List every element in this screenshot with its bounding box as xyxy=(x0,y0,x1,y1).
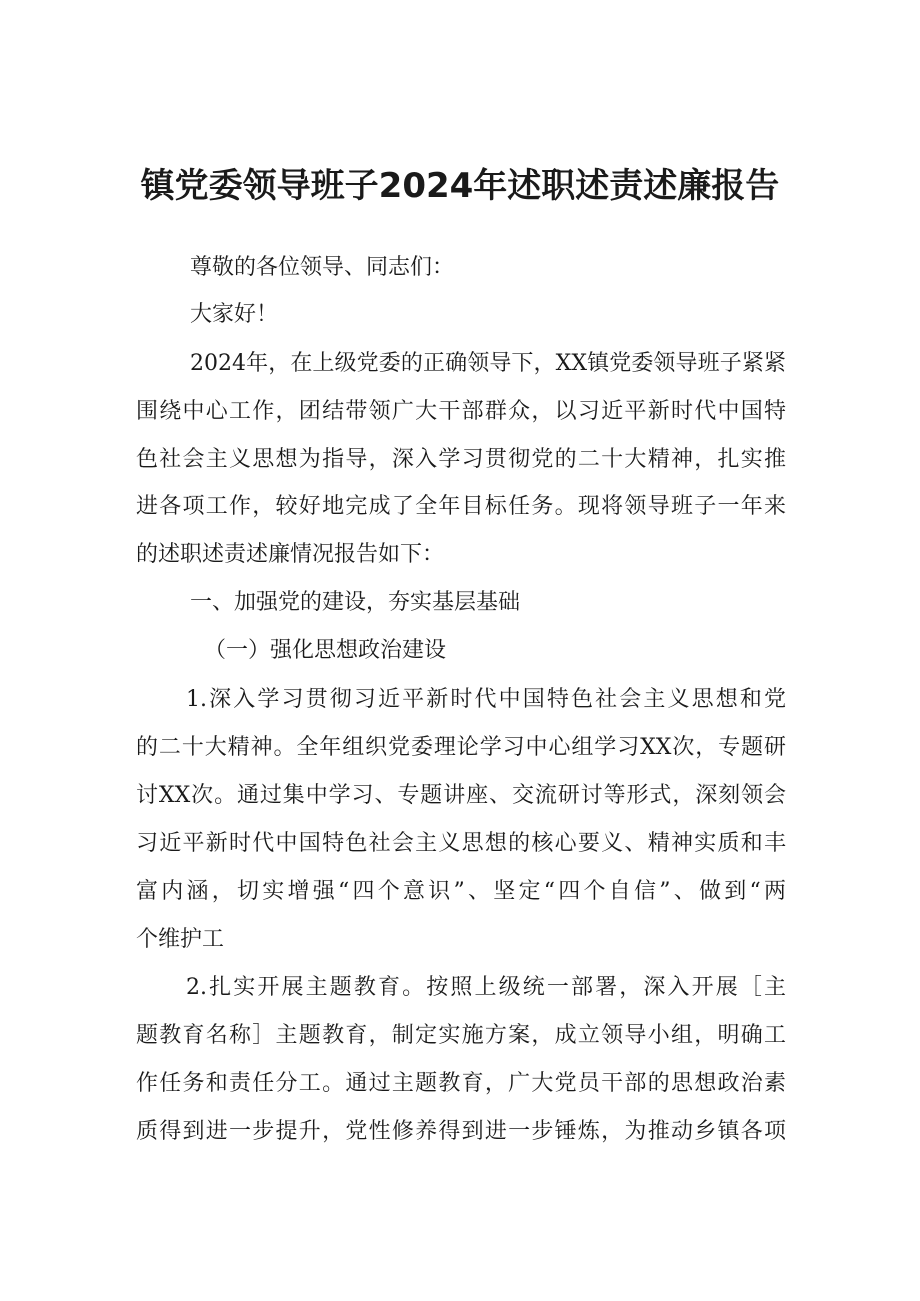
item-2-line: 作任务和责任分工。通过主题教育，广大党员干部的思想政治素 xyxy=(136,1071,786,1096)
salutation: 尊敬的各位领导、同志们： xyxy=(190,255,455,280)
item-1-line: 个维护工 xyxy=(136,927,225,952)
item-2-line: 质得到进一步提升，党性修养得到进一步锤炼，为推动乡镇各项 xyxy=(136,1119,786,1144)
intro-line: 进各项工作，较好地完成了全年目标任务。现将领导班子一年来 xyxy=(136,494,786,519)
section-heading: 一、加强党的建设，夯实基层基础 xyxy=(190,590,521,615)
item-1-line: 富内涵，切实增强“四个意识”、坚定“四个自信”、做到“两 xyxy=(136,879,786,904)
greeting: 大家好！ xyxy=(190,302,279,327)
intro-line: 的述职述责述廉情况报告如下： xyxy=(136,542,445,567)
intro-line: 2024年，在上级党委的正确领导下，XX镇党委领导班子紧紧 xyxy=(190,351,786,376)
item-1-line: 习近平新时代中国特色社会主义思想的核心要义、精神实质和丰 xyxy=(136,831,786,856)
item-1-line: 的二十大精神。全年组织党委理论学习中心组学习XX次，专题研 xyxy=(136,735,786,760)
document-title: 镇党委领导班子2024年述职述责述廉报告 xyxy=(140,166,780,206)
intro-line: 色社会主义思想为指导，深入学习贯彻党的二十大精神，扎实推 xyxy=(136,447,786,472)
item-1-line: 1.深入学习贯彻习近平新时代中国特色社会主义思想和党 xyxy=(186,687,786,712)
item-2-line: 2.扎实开展主题教育。按照上级统一部署，深入开展［主 xyxy=(186,975,786,1000)
item-1-line: 讨XX次。通过集中学习、专题讲座、交流研讨等形式，深刻领会 xyxy=(136,783,786,808)
subsection-heading: （一）强化思想政治建设 xyxy=(204,638,447,663)
item-2-line: 题教育名称］主题教育，制定实施方案，成立领导小组，明确工 xyxy=(136,1023,786,1048)
intro-line: 围绕中心工作，团结带领广大干部群众，以习近平新时代中国特 xyxy=(136,399,786,424)
